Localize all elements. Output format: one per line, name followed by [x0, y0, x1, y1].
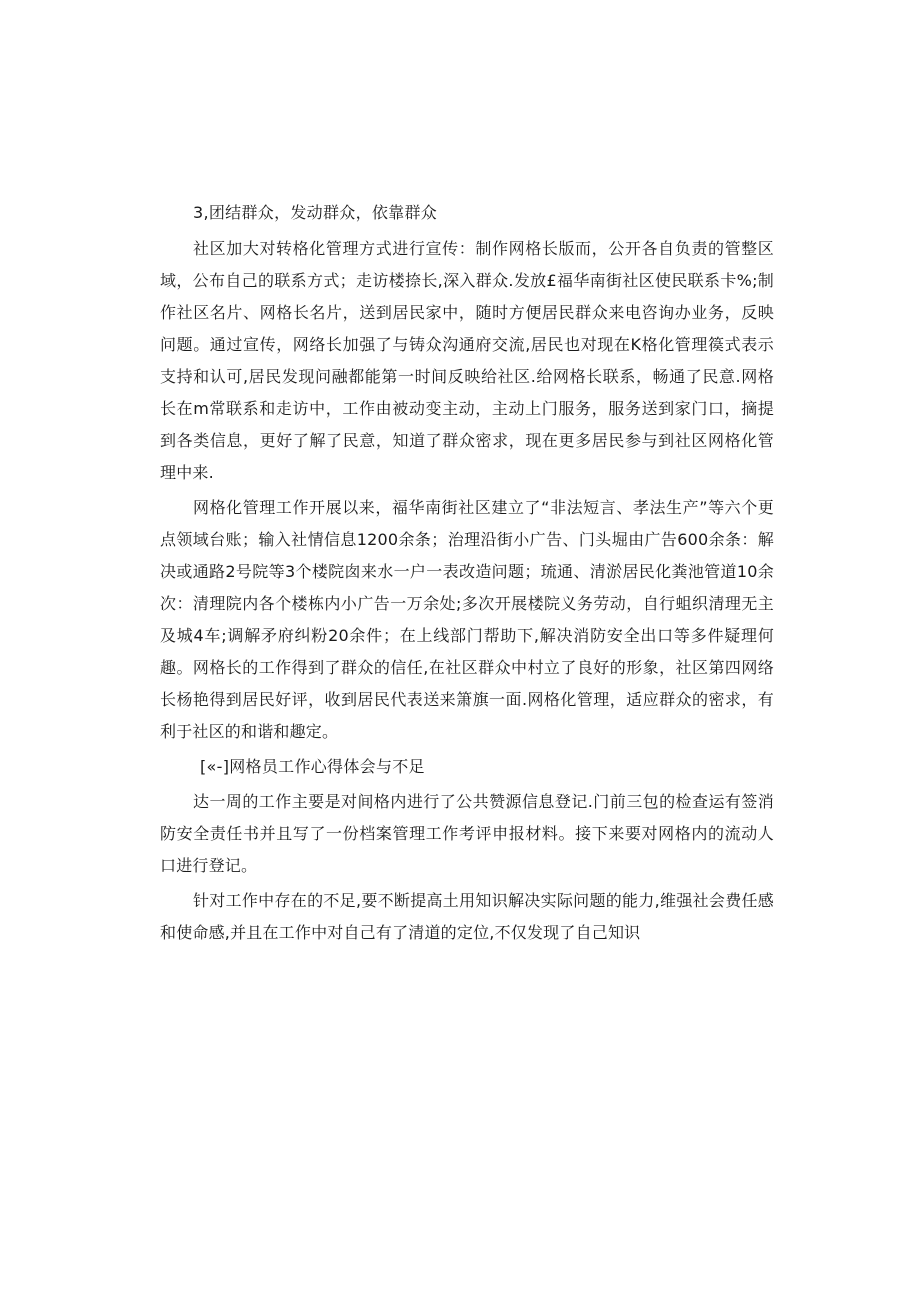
paragraph-publicity: 社区加大对转格化管理方式进行宣传：制作网格长版而，公开各自负责的管整区域，公布自己的联系方式；走访楼捺长,深入群众.发放£福华南街社区使民联系卡%;制作社区名片、网格长名片，送到居民家中，随时方便居民群众来电咨询办业务，反映问题。通过宣传，网络长加强了与铸众沟通府交流,居民也对现在K格化管理篌式表示支持和认可,居民发现问融都能第一时间反映给社区.给网格长联系，畅通了民意.网格长在m常联系和走访中，工作由被动变主动，主动上门服务，服务送到家门口，摘提到各类信息，更好了解了民意，知道了群众密求，现在更多居民参与到社区网格化管理中来. [160, 239, 774, 482]
section-heading: 3,团结群众，发动群众，依靠群众 [193, 203, 438, 222]
sub-heading-experience: [«-]网格员工作心得体会与不足 [200, 757, 425, 776]
paragraph-weekly-work: 达一周的工作主要是对间格内进行了公共赞源信息登记.门前三包的检查运有签消防安全责任书并且写了一份档案管理工作考评申报材料。接下来要对网格内的流动人口进行登记。 [160, 792, 774, 875]
document-body [160, 196, 774, 949]
paragraph-achievements: 网格化管理工作开展以来，福华南街社区建立了“非法短言、孝法生产”等六个更点领域台账；输入社情信息1200余条；治理沿街小广告、门头堀由广告600余条：解决或通路2号院等3个楼院囱来水一户一表改造问题；琉通、清淤居民化粪池管道10余次：清理院内各个楼栋内小广告一万余处;多次开展楼院义务劳动，自行蛆织清理无主及城4车;调解矛府纠粉20余件；在上线部门帮助下,解决消防安全出口等多件疑理何趣。网格长的工作得到了群众的信任,在社区群众中村立了良好的形象，社区第四网络长杨艳得到居民好评，收到居民代表送来箫旗一面.网格化管理，适应群众的密求，有利于社区的和谐和趣定。 [160, 498, 774, 741]
paragraph-shortcomings: 针对工作中存在的不足,要不断提高土用知识解决实际问题的能力,维强社会费任感和使命感,并且在工作中对自己有了清道的定位,不仅发现了自己知识 [160, 891, 774, 942]
